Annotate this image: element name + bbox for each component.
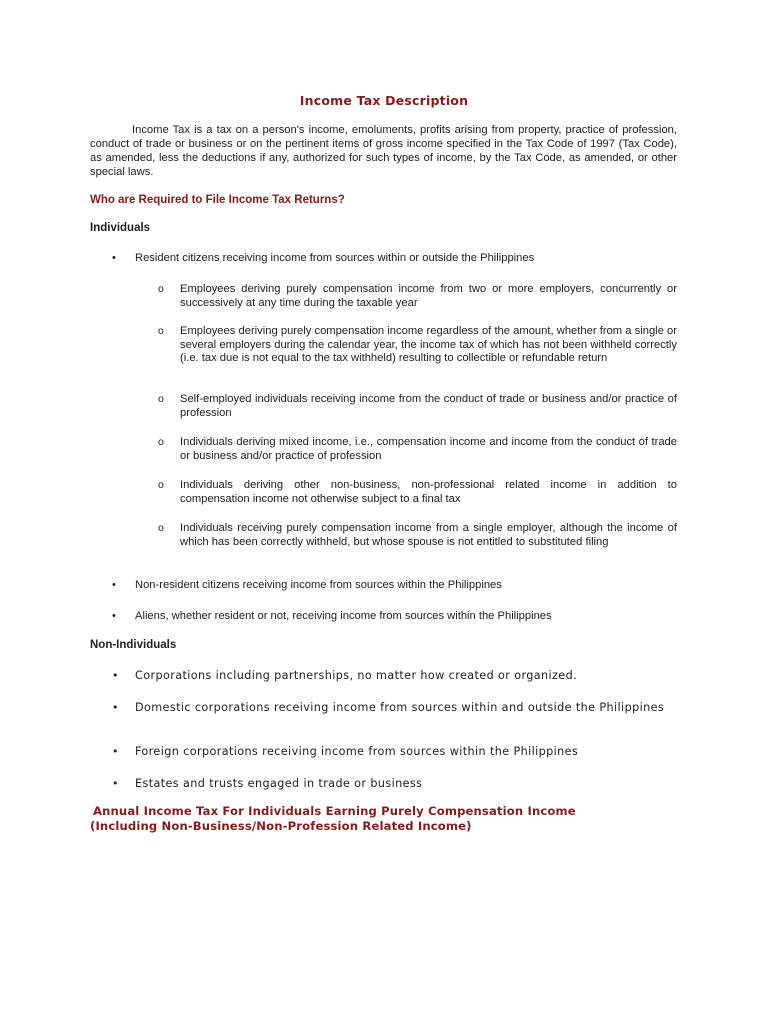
circle-bullet-icon: o — [158, 436, 164, 448]
list-item-text: Non-resident citizens receiving income from sources within the Philippines — [135, 579, 502, 591]
intro-text: Income Tax is a tax on a person's income, emoluments, profits arising from property, practice of profession, conduct of trade or business or on the pertinent items of gross income specified in the Tax Code of 1997 (Tax Code), as amended, less the deductions if any, authorized for such types of income, by the Tax Code, as amended, or other special laws. — [90, 124, 677, 178]
sub-list-item-text: Employees deriving purely compensation income regardless of the amount, whether from a single or several employers during the calendar year, the income tax of which has not been withheld correctly (i.e. tax due is not equal to the tax withheld) resulting to collectible or refundable return — [180, 325, 677, 364]
circle-bullet-icon: o — [158, 283, 164, 295]
sub-list-item-text: Individuals deriving mixed income, i.e., compensation income and income from the conduct of trade or business and/or practice of profession — [180, 436, 677, 462]
list-item-text: Resident citizens receiving income from sources within or outside the Philippines — [135, 252, 535, 264]
sub-list-item-text: Individuals receiving purely compensation income from a single employer, although the income of which has been correctly withheld, but whose spouse is not entitled to substituted filing — [180, 522, 677, 548]
sub-list-item-text: Self-employed individuals receiving income from the conduct of trade or business and/or practice of profession — [180, 393, 677, 419]
list-item-text: Aliens, whether resident or not, receiving income from sources within the Philippines — [135, 610, 552, 622]
bullet-icon: • — [112, 777, 119, 790]
bullet-icon: • — [112, 610, 116, 622]
bullet-icon: • — [112, 669, 119, 682]
individuals-heading: Individuals — [90, 222, 151, 234]
bullet-icon: • — [112, 745, 119, 758]
list-item-text: Corporations including partnerships, no matter how created or organized. — [135, 669, 578, 682]
annual-income-tax-heading — [90, 804, 690, 834]
circle-bullet-icon: o — [158, 522, 164, 534]
list-item-text: Domestic corporations receiving income from sources within and outside the Philippines — [135, 701, 665, 714]
who-heading: Who are Required to File Income Tax Returns? — [90, 194, 345, 206]
document-title: Income Tax Description — [299, 93, 469, 108]
non-individuals-heading: Non-Individuals — [90, 639, 177, 651]
circle-bullet-icon: o — [158, 325, 164, 337]
circle-bullet-icon: o — [158, 479, 164, 491]
bullet-icon: • — [112, 579, 116, 591]
intro-paragraph — [90, 123, 677, 179]
list-item-text: Estates and trusts engaged in trade or business — [135, 777, 423, 790]
sub-list-item-text: Employees deriving purely compensation income from two or more employers, concurrently or successively at any time during the taxable year — [180, 283, 677, 309]
bullet-icon: • — [112, 701, 119, 714]
list-item-text: Foreign corporations receiving income from sources within the Philippines — [135, 745, 579, 758]
bullet-icon: • — [112, 252, 116, 264]
annual-heading-line1: Annual Income Tax For Individuals Earning Purely Compensation Income — [93, 804, 576, 818]
annual-heading-line2: (Including Non-Business/Non-Profession Related Income) — [90, 819, 472, 833]
sub-list-item-text: Individuals deriving other non-business, non-professional related income in addition to compensation income not otherwise subject to a final tax — [180, 479, 677, 505]
circle-bullet-icon: o — [158, 393, 164, 405]
